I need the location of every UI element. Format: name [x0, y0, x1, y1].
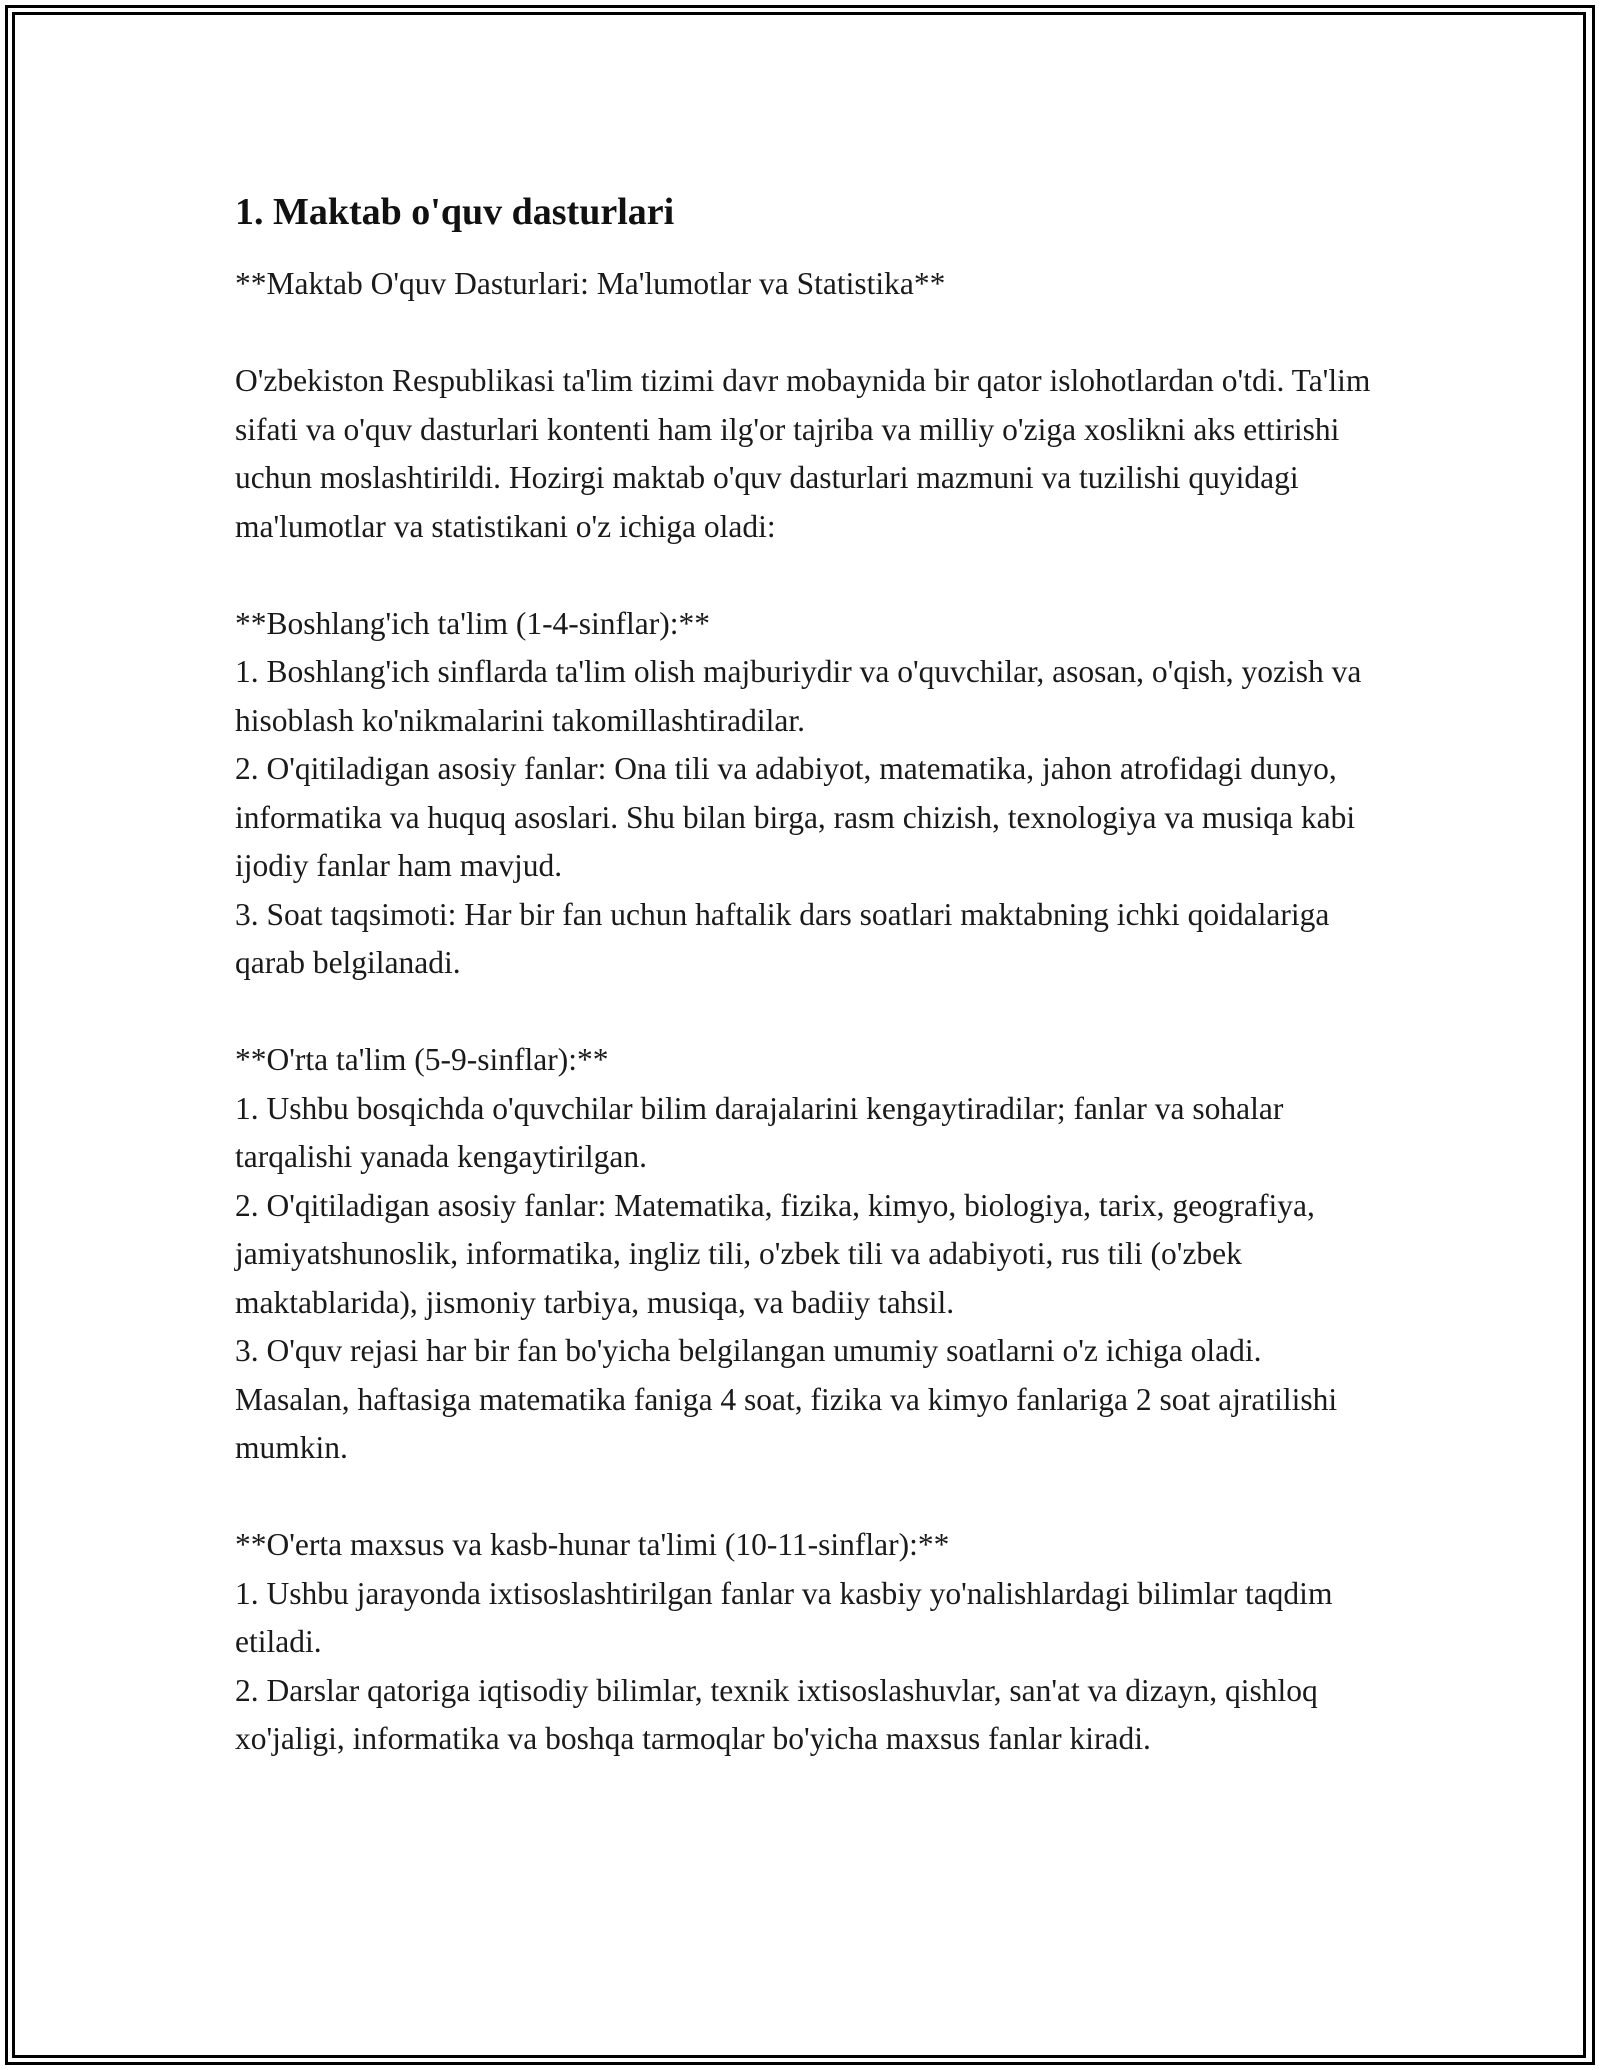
- paragraph-gap: [235, 988, 1375, 1037]
- intro-paragraph: O'zbekiston Respublikasi ta'lim tizimi davr mobaynida bir qator islohotlardan o'tdi. Ta'lim sifati va o'quv dasturlari kontenti ham ilg'or tajriba va milliy o'ziga xoslikni aks ettirishi uchun moslashtirildi. Hozirgi maktab o'quv dasturlari mazmuni va tuzilishi quyidagi ma'lumotlar va statistikani o'z ichiga oladi:: [235, 363, 1371, 544]
- document-subtitle: **Maktab O'quv Dasturlari: Ma'lumotlar va Statistika**: [235, 266, 946, 301]
- paragraph-gap: [235, 1473, 1375, 1522]
- section-title-primary: **Boshlang'ich ta'lim (1-4-sinflar):**: [235, 605, 711, 641]
- list-item: 2. O'qitiladigan asosiy fanlar: Matematika, fizika, kimyo, biologiya, tarix, geografiya, jamiyatshunoslik, informatika, ingliz tili, o'zbek tili va adabiyoti, rus tili (o'zbek maktablarida), jismoniy tarbiya, musiqa, va badiiy tahsil.: [235, 1187, 1315, 1320]
- section-title-vocational: **O'erta maxsus va kasb-hunar ta'limi (10-11-sinflar):**: [235, 1527, 950, 1562]
- paragraph-gap: [235, 309, 1375, 358]
- list-item: 3. O'quv rejasi har bir fan bo'yicha belgilangan umumiy soatlarni o'z ichiga oladi. Masalan, haftasiga matematika faniga 4 soat, fizika va kimyo fanlariga 2 soat ajratilishi mumkin.: [235, 1333, 1338, 1465]
- page-title: 1. Maktab o'quv dasturlari: [235, 191, 675, 233]
- list-item: 3. Soat taqsimoti: Har bir fan uchun haftalik dars soatlari maktabning ichki qoidalariga qarab belgilanadi.: [235, 896, 1330, 980]
- section-title-secondary: **O'rta ta'lim (5-9-sinflar):**: [235, 1042, 609, 1077]
- list-item: 1. Ushbu bosqichda o'quvchilar bilim darajalarini kengaytiradilar; fanlar va sohalar tarqalishi yanada kengaytirilgan.: [235, 1090, 1284, 1174]
- list-item: 2. Darslar qatoriga iqtisodiy bilimlar, texnik ixtisoslashuvlar, san'at va dizayn, qishloq xo'jaligi, informatika va boshqa tarmoqlar bo'yicha maxsus fanlar kiradi.: [235, 1672, 1318, 1756]
- paragraph-gap: [235, 551, 1375, 600]
- list-item: 1. Ushbu jarayonda ixtisoslashtirilgan fanlar va kasbiy yo'nalishlardagi bilimlar taqdim etiladi.: [235, 1575, 1333, 1659]
- list-item: 2. O'qitiladigan asosiy fanlar: Ona tili va adabiyot, matematika, jahon atrofidagi dunyo, informatika va huquq asoslari. Shu bilan birga, rasm chizish, texnologiya va musiqa kabi ijodiy fanlar ham mavjud.: [235, 751, 1356, 883]
- document-body: [235, 186, 1375, 1764]
- list-item: 1. Boshlang'ich sinflarda ta'lim olish majburiydir va o'quvchilar, asosan, o'qish, yozish va hisoblash ko'nikmalarini takomillashtiradilar.: [235, 654, 1362, 738]
